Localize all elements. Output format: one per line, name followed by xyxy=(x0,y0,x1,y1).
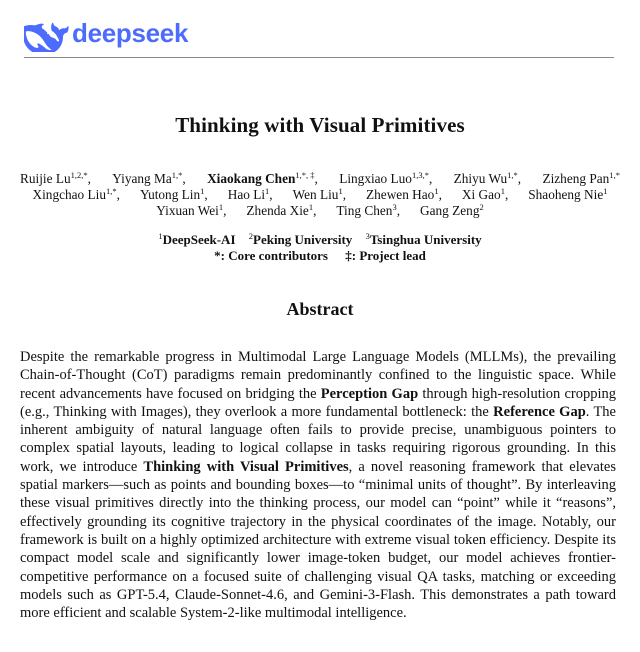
abstract-text: Despite the remarkable progress in Multimodal Large Language Models (MLLMs), the prevailing Chain-of-Thought (CoT) paradigms remain predominantly confined to the linguistic space. While recent advancements have focused on bridging the xyxy=(20,349,616,402)
author-name: Yiyang $Ma^{1,*}$, xyxy=(112,170,186,186)
note-core-contributors: *: Core contributors xyxy=(214,248,328,263)
author-name: Shaoheng Nie$^1$ xyxy=(528,186,608,202)
page-header xyxy=(24,18,614,58)
abstract-text: through high-resolution cropping (e.g., Thinking with Images), they overlook a more fundamental bottleneck: the xyxy=(20,385,616,420)
abstract-body xyxy=(20,348,616,622)
author-name: Ruijie $Lu^{1,2,*}$, xyxy=(20,170,91,186)
author-name: Hao Li$^1$, xyxy=(227,186,273,202)
author-name: Zhiyu $Wu^{1,*}$, xyxy=(453,170,522,186)
paper-title: Thinking with Visual Primitives xyxy=(175,113,465,137)
author-name: Xingchao Liu$^{1,*}$, xyxy=(32,186,120,202)
author-name: Zhenda Xie$^1$, xyxy=(246,202,317,218)
deepseek-logo xyxy=(24,18,188,52)
author-name: Wen Liu$^1$, xyxy=(292,186,347,202)
affiliation-item: $^1$DeepSeek-AI xyxy=(158,231,236,247)
abstract-text: . The inherent ambiguity of natural language often fails to provide precise, unambiguous pointers to complex spatial layouts, leading to logical collapse in tasks requiring rigorous grounding. In this work, we introduce xyxy=(20,403,616,475)
author-line-2 xyxy=(20,187,620,203)
author-name: Zizheng Pan$^{1,*}$ xyxy=(542,170,620,186)
author-name: Zhewen Hao$^1$, xyxy=(366,186,442,202)
whale-icon xyxy=(24,18,70,52)
author-name: Gang Zeng$^2$ xyxy=(420,202,484,218)
affiliation-item: $^3$Tsinghua University xyxy=(365,231,482,247)
author-line-1 xyxy=(20,171,620,187)
author-list xyxy=(20,171,620,219)
author-name: Xiaokang Chen$^{1,*, \ddagger}$, xyxy=(207,170,318,186)
affiliations xyxy=(0,232,640,248)
abstract-emphasis: Reference Gap xyxy=(493,403,586,420)
abstract-emphasis: Thinking with Visual Primitives xyxy=(143,458,349,475)
abstract-text: , a novel reasoning framework that elevates spatial markers—such as points and bounding boxes—to “minimal units of thought”. By interleaving these visual primitives directly into the thinking process, our model can “point” while it “reasons”, effectively grounding its cognitive trajectory in the physical coordinates of the image. Notably, our framework is built on a highly optimized architecture with extreme visual token efficiency. Despite its compact model scale and significantly lower image-token budget, our model achieves frontier-competitive performance on a focused suite of challenging visual QA tasks, matching or exceeding models such as GPT-5.4, Claude-Sonnet-4.6, and Gemini-3-Flash. This demonstrates a path toward more efficient and scalable System-2-like multimodal intelligence. xyxy=(20,458,616,622)
author-name: Xi Gao$^1$, xyxy=(461,186,509,202)
abstract-heading: Abstract xyxy=(286,299,354,319)
author-name: Yutong Lin$^1$, xyxy=(139,186,208,202)
affiliation-item: $^2$Peking University xyxy=(248,231,353,247)
contribution-notes xyxy=(0,248,640,264)
author-name: Yixuan Wei$^1$, xyxy=(156,202,227,218)
note-project-lead: ‡: Project lead xyxy=(345,248,426,263)
author-name: Lingxiao Luo$^{1,3,*}$, xyxy=(339,170,433,186)
author-line-3 xyxy=(20,203,620,219)
abstract-emphasis: Perception Gap xyxy=(320,385,419,402)
logo-wordmark: deepseek xyxy=(72,17,189,48)
author-name: Ting Chen$^3$, xyxy=(336,202,401,218)
